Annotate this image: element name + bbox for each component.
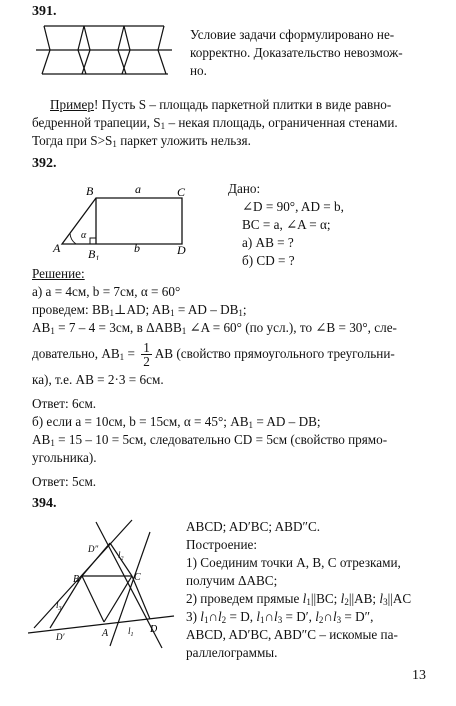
problem-number-394: 394. [32, 496, 57, 511]
label-a: a [135, 182, 141, 196]
label-D: D [150, 624, 158, 635]
p394-construction: ABCD; AD′BC; ABD″C. Построение: 1) Соединим точки A, B, C отрезками, получим ΔABC; 2) проведем прямые $l_1||BC$; $l_2||AB$; $l_3||AC$ 3) $l_1\cap l_2 = D$, $l_1\cap l_3 = D'$, $l_2\cap l_3 = D''$, ABCD, AD′BC, ABD″C – искомые па- раллелограммы. [186, 519, 412, 660]
label-B: B [73, 574, 80, 585]
label-D: D [177, 243, 186, 257]
label-alpha: α [81, 230, 87, 241]
fraction-one-half: $\frac{1}{2}$ [143, 340, 150, 370]
p392-given: Дано: ∠D = 90°, AD = b, BC = a, ∠A = α; а) AB = ? б) CD = ? [228, 181, 344, 268]
label-B1: $B_1$ [88, 247, 100, 260]
label-C: C [134, 572, 141, 583]
label-l3: $l_3$ [56, 600, 62, 612]
p391-example: Пример! Пусть S – площадь паркетной плитки в виде равно- бедренной трапеции, $S_1$ – некая площадь, ограниченная стенами. Тогда при $S>S_1$ паркет уложить нельзя. [32, 97, 398, 149]
label-l1: $l_1$ [128, 626, 134, 638]
page-number: 13 [412, 668, 426, 683]
trapezoid-figure-392 [48, 180, 198, 260]
p392-solution: Решение: а) a = 4см, b = 7см, α = 60° проведем: $BB_1\perp AD$; $AB_1$ = AD – $DB_1$; $AB_1 = 7 - 4 = 3см$, в $\Delta ABB_1$ ∠A = 60° (по усл.), то ∠B = 30°, сле- довательно, $AB_1$ = $\frac{1}{2}$ AB (свойство прямоугольного треугольни- ка), т.е. AB = 2·3 = 6см. Ответ: 6см. б) если a = 10см, b = 15см, α = 45°; $AB_1$ = AD – DB; $AB_1 = 15 - 10 = 5см$, следовательно CD = 5см (свойство прямо- угольника). Ответ: 5см. [32, 266, 397, 489]
label-C: C [177, 185, 186, 199]
label-A: A [102, 628, 109, 639]
label-b: b [134, 241, 140, 255]
problem-number-391: 391. [32, 4, 57, 19]
p391-condition: Условие задачи сформулировано не- корректно. Доказательство невозмож- но. [190, 27, 403, 78]
label-A: A [53, 241, 61, 255]
label-D-prime: D′ [56, 632, 65, 642]
label-D-double-prime: D″ [88, 544, 99, 554]
parallelogram-construction-figure [28, 518, 178, 650]
problem-number-392: 392. [32, 156, 57, 171]
label-B: B [86, 184, 94, 198]
trapezoid-parquet-figure [36, 24, 176, 88]
label-l2: $l_2$ [118, 550, 124, 562]
